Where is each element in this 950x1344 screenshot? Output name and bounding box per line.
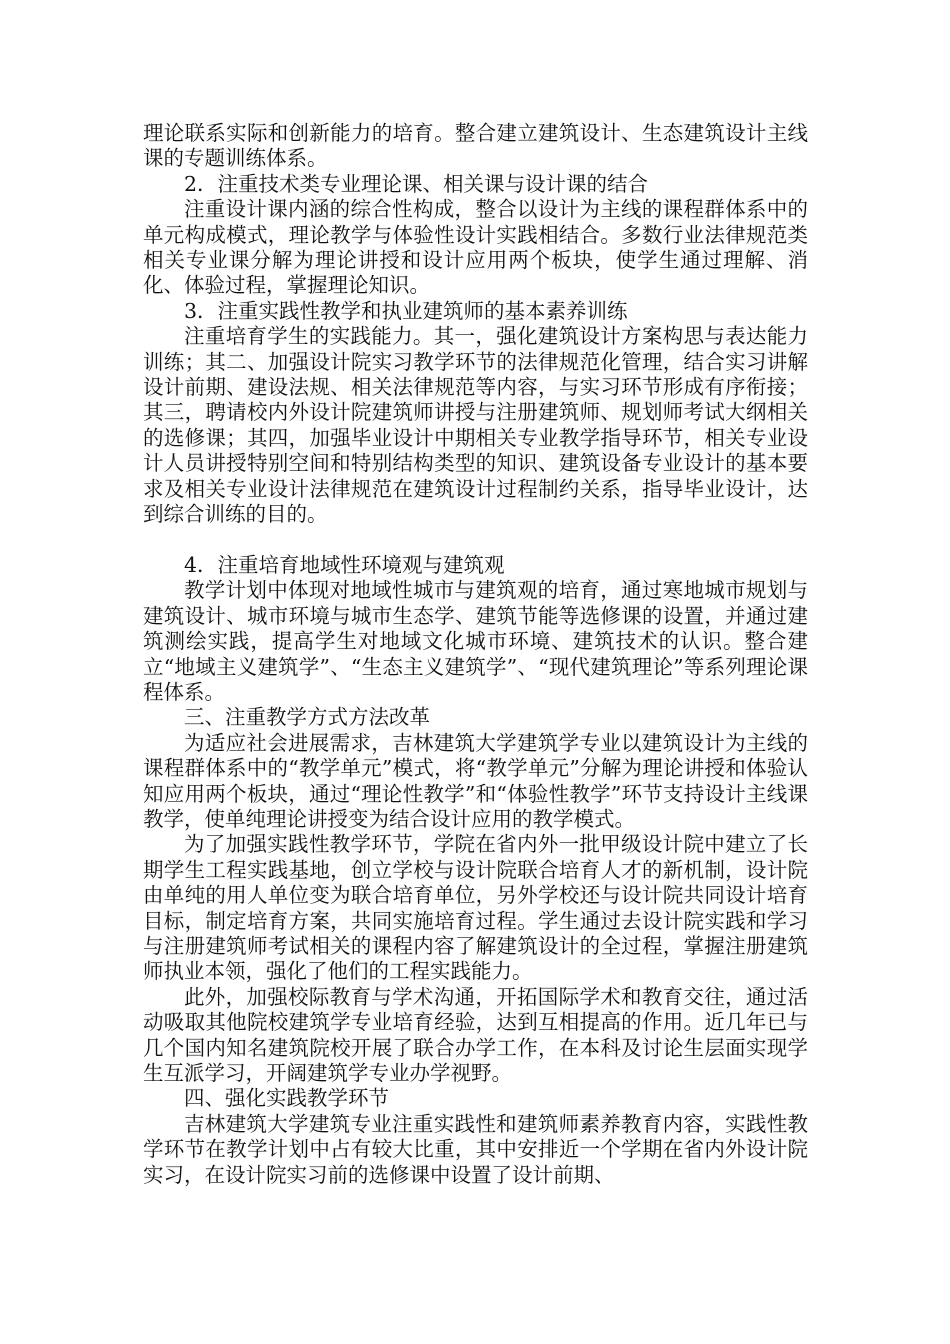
document-body xyxy=(143,121,808,1188)
paragraph-design-course: 注重设计课内涵的综合性构成，整合以设计为主线的课程群体系中的单元构成模式，理论教学与体验性设计实践相结合。多数行业法律规范类相关专业课分解为理论讲授和设计应用两个板块，使学生通过理解、消化、体验过程，掌握理论知识。 xyxy=(143,197,808,298)
paragraph-continued: 理论联系实际和创新能力的培育。整合建立建筑设计、生态建筑设计主线课的专题训练体系。 xyxy=(143,121,808,171)
paragraph-teaching-unit: 为适应社会进展需求，吉林建筑大学建筑学专业以建筑设计为主线的课程群体系中的“教学单元”模式，将“教学单元”分解为理论讲授和体验认知应用两个板块，通过“理论性教学”和“体验性教学”环节支持设计主线课教学，使单纯理论讲授变为结合设计应用的教学模式。 xyxy=(143,730,808,831)
paragraph-regional-view: 教学计划中体现对地域性城市与建筑观的培育，通过寒地城市规划与建筑设计、城市环境与城市生态学、建筑节能等选修课的设置，并通过建筑测绘实践，提高学生对地域文化城市环境、建筑技术的认识。整合建立“地域主义建筑学”、“生态主义建筑学”、“现代建筑理论”等系列理论课程体系。 xyxy=(143,578,808,704)
paragraph-gap xyxy=(143,528,808,553)
heading-4-regional-view: 4．注重培育地域性环境观与建筑观 xyxy=(184,552,505,577)
paragraph-academic-exchange: 此外，加强校际教育与学术沟通，开拓国际学术和教育交往，通过活动吸取其他院校建筑学专业培育经验，达到互相提高的作用。近几年已与几个国内知名建筑院校开展了联合办学工作，在本科及讨论生层面实现学生互派学习，开阔建筑学专业办学视野。 xyxy=(143,984,808,1086)
heading-3-practice-training: 3．注重实践性教学和执业建筑师的基本素养训练 xyxy=(184,298,628,323)
paragraph-practice-ability: 注重培育学生的实践能力。其一，强化建筑设计方案构思与表达能力训练；其二、加强设计院实习教学环节的法律规范化管理，结合实习讲解设计前期、建设法规、相关法律规范等内容，与实习环节形成有序衔接；其三，聘请校内外设计院建筑师讲授与注册建筑师、规划师考试大纲相关的选修课；其四，加强毕业设计中期相关专业教学指导环节，相关专业设计人员讲授特别空间和特别结构类型的知识、建筑设备专业设计的基本要求及相关专业设计法律规范在建筑设计过程制约关系，指导毕业设计，达到综合训练的目的。 xyxy=(143,324,808,527)
heading-2-technical-courses: 2．注重技术类专业理论课、相关课与设计课的结合 xyxy=(184,171,649,196)
section-heading-four: 四、强化实践教学环节 xyxy=(184,1086,389,1111)
section-heading-three: 三、注重教学方式方法改革 xyxy=(184,705,430,730)
paragraph-practice-teaching: 吉林建筑大学建筑专业注重实践性和建筑师素养教育内容，实践性教学环节在教学计划中占有较大比重，其中安排近一个学期在省内外设计院实习，在设计院实习前的选修课中设置了设计前期、 xyxy=(143,1111,808,1187)
paragraph-practice-base: 为了加强实践性教学环节，学院在省内外一批甲级设计院中建立了长期学生工程实践基地，创立学校与设计院联合培育人才的新机制，设计院由单纯的用人单位变为联合培育单位，另外学校还与设计院共同设计培育目标，制定培育方案，共同实施培育过程。学生通过去设计院实践和学习与注册建筑师考试相关的课程内容了解建筑设计的全过程，掌握注册建筑师执业本领，强化了他们的工程实践能力。 xyxy=(143,832,808,984)
